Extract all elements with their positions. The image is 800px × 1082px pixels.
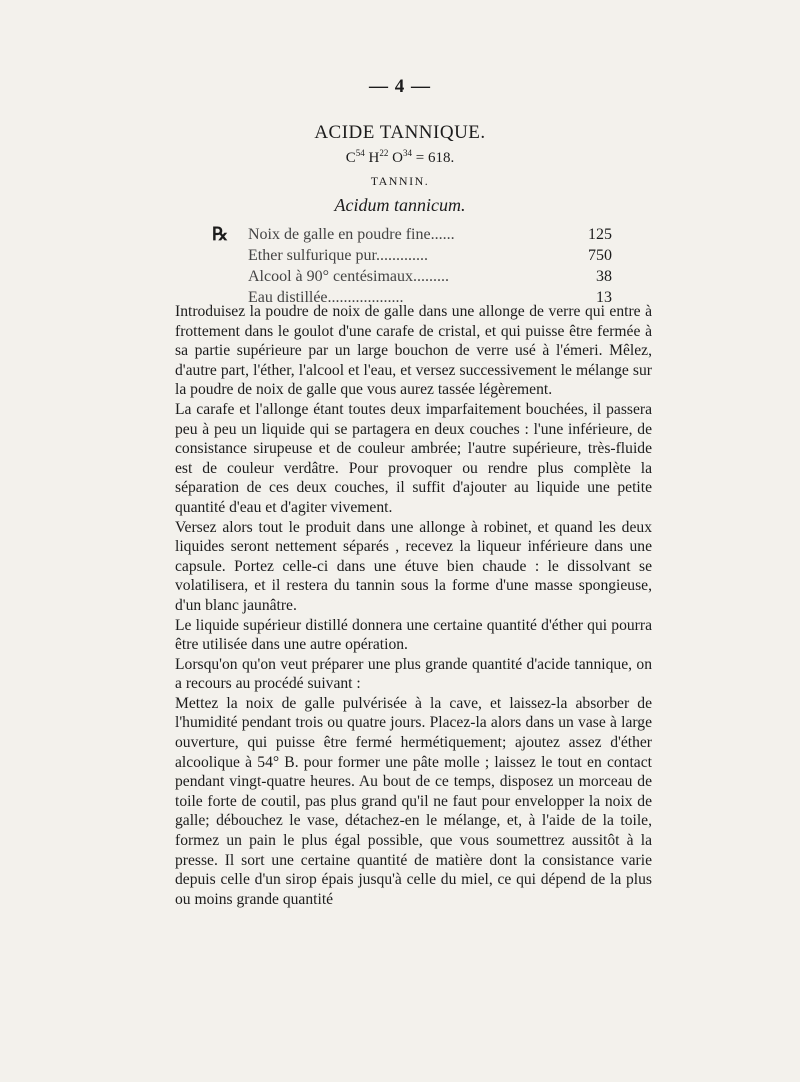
ingredient-qty: 750 xyxy=(588,247,612,264)
formula-value: = 618. xyxy=(415,150,455,166)
paragraph: Lorsqu'on qu'on veut préparer une plus grande quantité d'acide tannique, on a recours au procédé suivant : xyxy=(175,655,652,693)
latin-name: Acidum tannicum. xyxy=(334,195,466,215)
paragraph: Introduisez la poudre de noix de galle dans une allonge de verre qui entre à frottement dans le goulot d'une carafe de cristal, et qui puisse être fermée à sa partie supérieure par un large bouchon de verre usé à l'émeri. Mêlez, d'autre part, l'éther, l'alcool et l'eau, et versez successivement le mélange sur la poudre de noix de galle que vous aurez tassée légèrement. xyxy=(175,303,652,399)
ingredient-name: Ether sulfurique pur xyxy=(248,247,376,264)
ingredient-name: Eau distillée xyxy=(248,289,328,306)
paragraph: Le liquide supérieur distillé donnera une certaine quantité d'éther qui pourra être utilisée dans une autre opération. xyxy=(175,616,652,654)
recipe-list xyxy=(212,224,612,308)
formula-carbon: C xyxy=(345,150,356,166)
ingredient-row xyxy=(212,224,612,245)
ingredient-qty: 125 xyxy=(588,226,612,243)
ingredient-qty: 13 xyxy=(596,289,612,306)
chemical-formula xyxy=(0,148,800,167)
subtitle: TANNIN. xyxy=(370,174,430,188)
paragraph: Mettez la noix de galle pulvérisée à la cave, et laissez-la absorber de l'humidité pendant trois ou quatre jours. Placez-la alors dans un vase à large ouverture, qui puisse être fermé hermétiquement; ajoutez assez d'éther alcoolique à 54° B. pour former une pâte molle ; laissez le tout en contact pendant vingt-quatre heures. Au bout de ce temps, disposez un morceau de toile forte de coutil, pas plus grand qu'il ne faut pour envelopper la noix de galle; débouchez le vase, détachez-en le mélange, et, à l'aide de la toile, formez un pain le plus égal possible, que vous soumettrez aussitôt à la presse. Il sort une certaine quantité de matière dont la consistance varie depuis celle d'un sirop épais jusqu'à celle du miel, ce qui dépend de la plus ou moins grande quantité xyxy=(175,694,652,908)
recipe-symbol-icon: ℞ xyxy=(212,224,229,244)
leader-dots: Ether sulfurique pur............. xyxy=(248,247,428,264)
paragraph: La carafe et l'allonge étant toutes deux imparfaitement bouchées, il passera peu à peu un liquide qui se partagera en deux couches : l'une inférieure, de consistance sirupeuse et de couleur ambrée; l'autre supérieure, très-fluide est de couleur verdâtre. Pour provoquer ou rendre plus complète la séparation de ces deux couches, il suffit d'ajouter au liquide une petite quantité d'eau et d'agiter vivement. xyxy=(175,400,652,516)
formula-carbon-exp: 54 xyxy=(355,148,365,158)
page-title: ACIDE TANNIQUE. xyxy=(314,122,486,143)
ingredient-name: Noix de galle en poudre fine xyxy=(248,226,431,243)
formula-oxygen: O xyxy=(392,150,403,166)
leader-dots: Alcool à 90° centésimaux......... xyxy=(248,268,450,285)
ingredient-row xyxy=(212,266,612,287)
ingredient-name: Alcool à 90° centésimaux xyxy=(248,268,414,285)
formula-hydrogen: H xyxy=(368,150,380,166)
formula-hydrogen-exp: 22 xyxy=(379,148,389,158)
leader-dots: Eau distillée................... xyxy=(248,289,404,306)
body-text xyxy=(175,302,652,909)
leader-dots: Noix de galle en poudre fine...... xyxy=(248,226,455,243)
ingredient-qty: 38 xyxy=(596,268,612,285)
ingredient-row xyxy=(212,245,612,266)
formula-oxygen-exp: 34 xyxy=(402,148,412,158)
page-number: — 4 — xyxy=(369,76,431,97)
paragraph: Versez alors tout le produit dans une allonge à robinet, et quand les deux liquides seront nettement séparés , recevez la liqueur inférieure dans une capsule. Portez celle-ci dans une étuve bien chaude : le dissolvant se volatilisera, et il restera du tannin sous la forme d'une masse spongieuse, d'un blanc jaunâtre. xyxy=(175,518,652,614)
